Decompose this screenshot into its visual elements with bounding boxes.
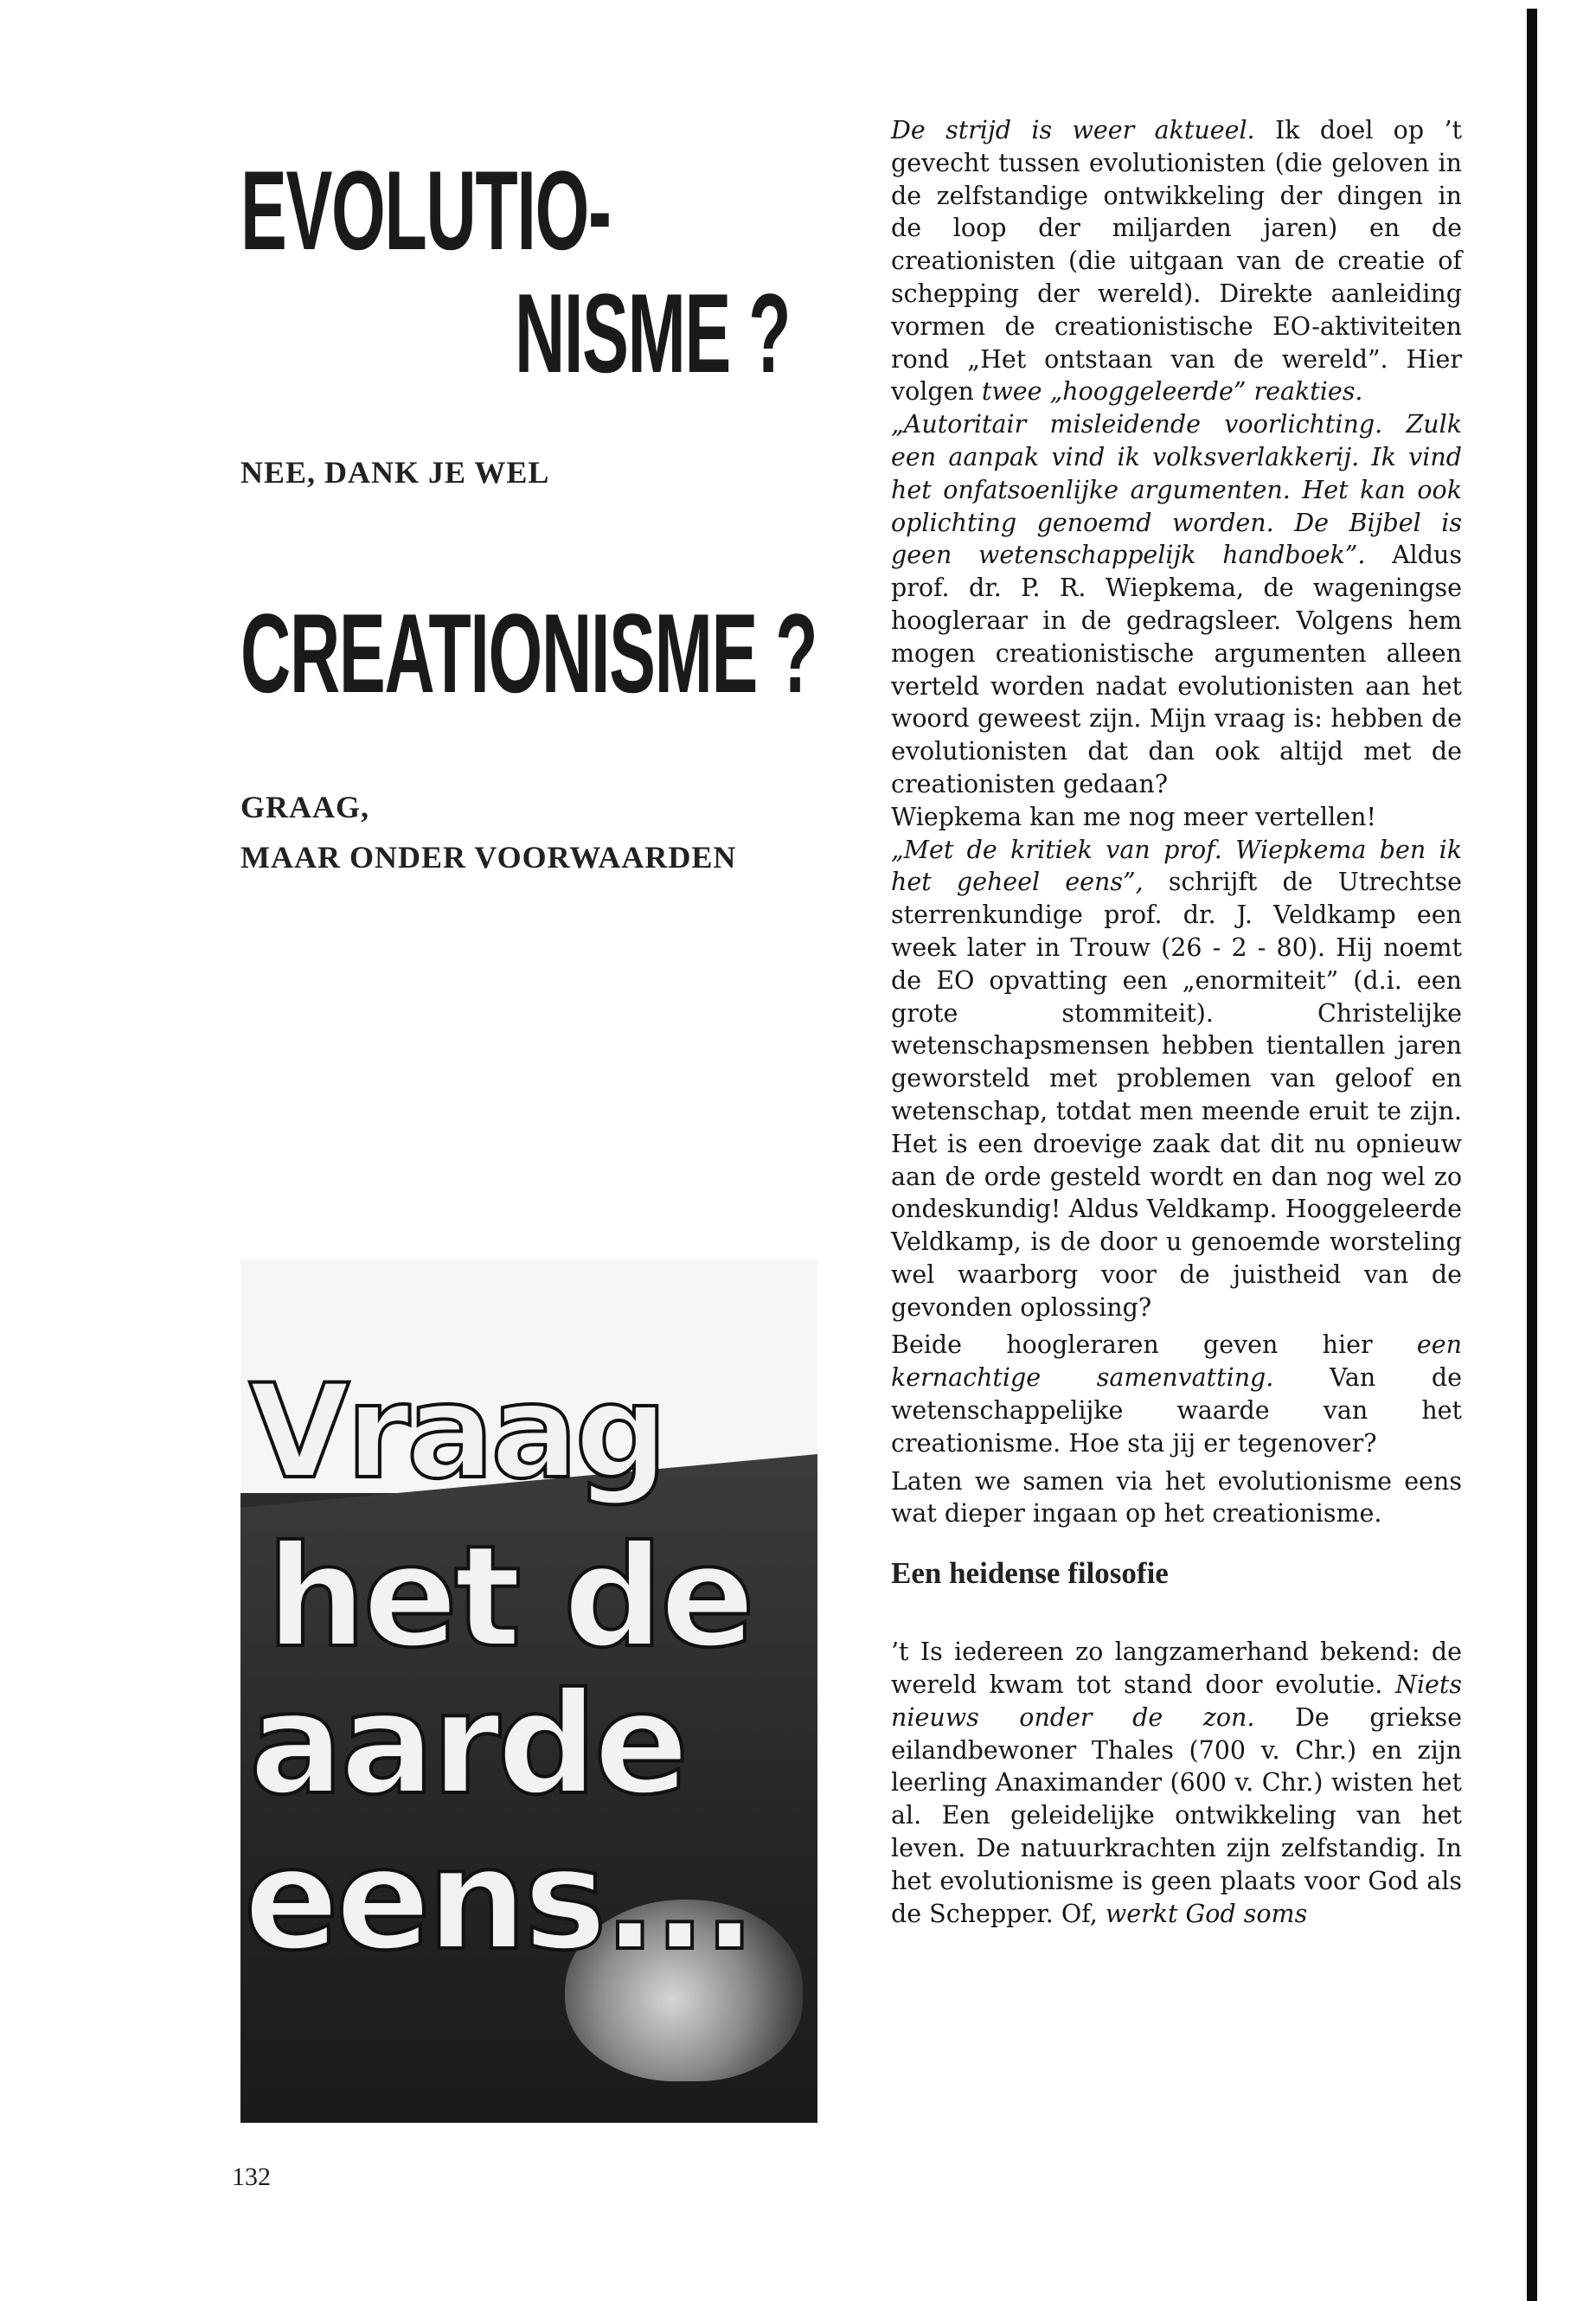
- italic-span: een kernachtige samenvatting.: [891, 1330, 1462, 1393]
- article-paragraph: [891, 408, 1462, 801]
- text-span: Aldus prof. dr. P. R. Wiepkema, de wageningse hoogleraar in de gedragsleer. Volgens hem mogen creationistische argumenten alleen verteld worden nadat evolutionisten aan het woord geweest zijn. Mijn vraag is: hebben de evolutionisten dat dan ook altijd met de creationisten gedaan?: [891, 541, 1463, 798]
- subheading-voorwaarden: MAAR ONDER VOORWAARDEN: [240, 840, 737, 875]
- italic-span: De strijd is weer aktueel.: [891, 116, 1255, 144]
- article-paragraph: Wiepkema kan me nog meer vertellen!: [891, 802, 1376, 831]
- text-span: Beide hoogleraren geven hier: [891, 1330, 1417, 1360]
- text-span: schrijft de Utrechtse sterrenkundige prof. dr. J. Veldkamp een week later in Trouw (26 - 2 - 80). Hij noemt de EO opvatting een „enormiteit” (d.i. een grote stommiteit). Christelijke wetenschapsmensen hebben tientallen jaren geworsteld met problemen van geloof en wetenschap, totdat men meende eruit te zijn. Het is een droevige zaak dat dit nu opnieuw aan de orde gesteld wordt en dan nog wel zo ondeskundig! Aldus Veldkamp. Hooggeleerde Veldkamp, is de door u genoemde worsteling wel waarborg voor de juistheid van de gevonden oplossing?: [891, 868, 1462, 1322]
- quote-span: „Met de kritiek van prof. Wiepkema ben ik het geheel eens”,: [891, 835, 1462, 897]
- section-heading: Een heidense filosofie: [891, 1556, 1169, 1591]
- poster-title-line: Vraag: [249, 1357, 664, 1508]
- text-span: De griekse eilandbewoner Thales (700 v. Chr.) en zijn leerling Anaximander (600 v. Chr.) wisten het al. Een geleidelijke ontwikkeling van het leven. De natuurkrachten zijn zelfstandig. In het evolutionisme is geen plaats voor God als de Schepper. Of,: [891, 1702, 1462, 1928]
- page-number: 132: [232, 2163, 271, 2191]
- article-paragraph: Laten we samen via het evolutionisme eens wat dieper ingaan op het creationisme.: [891, 1466, 1462, 1529]
- text-span: Ik doel op ’t gevecht tussen evolutionisten (die geloven in de zelfstandige ontwikkeling der dingen in de loop der miljarden jaren) en de creationisten (die uitgaan van de creatie of schepping der wereld). Direkte aanleiding vormen de creationistische EO-aktiviteiten rond „Het ontstaan van de wereld”. Hier volgen: [891, 116, 1462, 407]
- italic-span: werkt God soms: [1105, 1899, 1308, 1928]
- quote-span: „Autoritair misleidende voorlichting. Zulk een aanpak vind ik volksverlakkerij. Ik vind het onfatsoenlijke argumenten. Het kan ook oplichting genoemd worden. De Bijbel is geen wetenschappelijk handboek”.: [891, 410, 1462, 570]
- article-paragraph: [891, 1329, 1462, 1459]
- poster-title-line: eens...: [244, 1819, 753, 1982]
- poster-title-line: aarde: [249, 1663, 686, 1826]
- text-span: Van de wetenschappelijke waarde van het creationisme. Hoe sta jij er tegenover?: [891, 1363, 1463, 1458]
- heading-evolutionisme-part1: EVOLUTIO-: [240, 147, 611, 273]
- article-paragraph: [891, 1636, 1462, 1930]
- italic-span: Niets nieuws onder de zon.: [891, 1670, 1462, 1732]
- italic-span: twee „hooggeleerde” reakties.: [981, 377, 1363, 407]
- article-column: [891, 114, 1462, 1930]
- subheading-nee-dank-je-wel: NEE, DANK JE WEL: [240, 455, 550, 490]
- page-edge-bar: [1527, 9, 1537, 2301]
- heading-creationisme: CREATIONISME ?: [240, 590, 817, 716]
- subheading-graag: GRAAG,: [240, 790, 369, 824]
- article-paragraph: [891, 114, 1462, 408]
- heading-evolutionisme-part2: NISME ?: [515, 270, 791, 396]
- book-cover-image: [240, 1259, 817, 2123]
- article-paragraph: [891, 834, 1462, 1324]
- poster-title-line: het de: [266, 1516, 752, 1679]
- text-span: ’t Is iedereen zo langzamerhand bekend: de wereld kwam tot stand door evolutie.: [891, 1638, 1462, 1700]
